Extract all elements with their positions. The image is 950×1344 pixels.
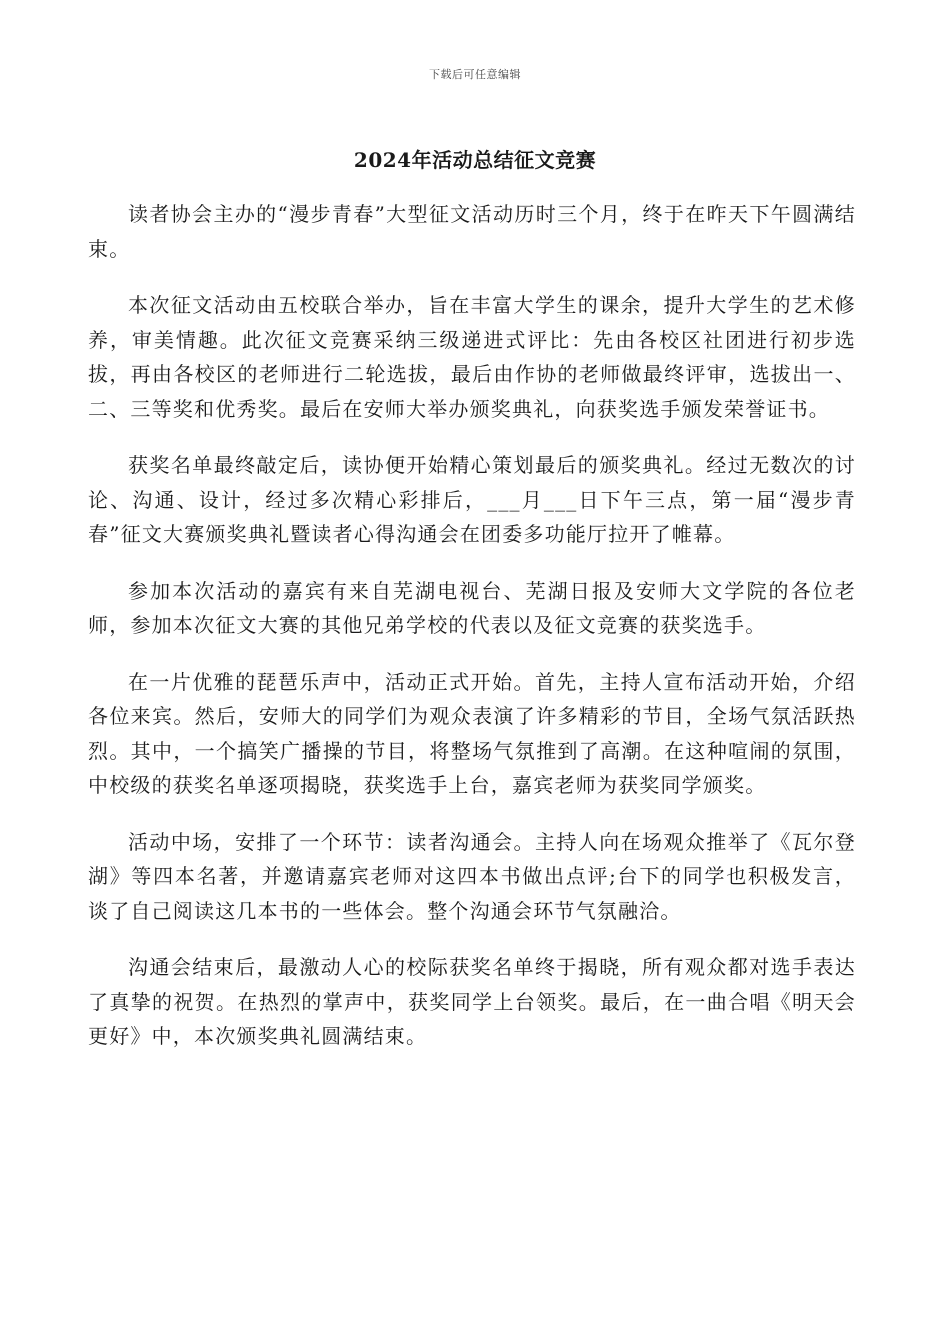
- paragraph-4: 参加本次活动的嘉宾有来自芜湖电视台、芜湖日报及安师大文学院的各位老师，参加本次征文大赛的其他兄弟学校的代表以及征文竞赛的获奖选手。: [88, 578, 856, 637]
- paragraph-7: 沟通会结束后，最激动人心的校际获奖名单终于揭晓，所有观众都对选手表达了真挚的祝贺。在热烈的掌声中，获奖同学上台领奖。最后，在一曲合唱《明天会更好》中，本次颁奖典礼圆满结束。: [88, 955, 856, 1048]
- paragraph-3: 获奖名单最终敲定后，读协便开始精心策划最后的颁奖典礼。经过无数次的讨论、沟通、设计，经过多次精心彩排后，___月___日下午三点，第一届“漫步青春”征文大赛颁奖典礼暨读者心得沟通会在团委多功能厅拉开了帷幕。: [88, 453, 856, 546]
- paragraph-1: 读者协会主办的“漫步青春”大型征文活动历时三个月，终于在昨天下午圆满结束。: [88, 202, 856, 261]
- paragraph-5: 在一片优雅的琵琶乐声中，活动正式开始。首先，主持人宣布活动开始，介绍各位来宾。然后，安师大的同学们为观众表演了许多精彩的节目，全场气氛活跃热烈。其中，一个搞笑广播操的节目，将整场气氛推到了高潮。在这种喧闹的氛围，中校级的获奖名单逐项揭晓，获奖选手上台，嘉宾老师为获奖同学颁奖。: [88, 669, 856, 797]
- paragraph-6: 活动中场，安排了一个环节：读者沟通会。主持人向在场观众推举了《瓦尔登湖》等四本名著，并邀请嘉宾老师对这四本书做出点评;台下的同学也积极发言，谈了自己阅读这几本书的一些体会。整个沟通会环节气氛融洽。: [88, 829, 856, 923]
- document-title: 2024年活动总结征文竞赛: [353, 148, 597, 172]
- document-body: [88, 197, 856, 1076]
- paragraph-2: 本次征文活动由五校联合举办，旨在丰富大学生的课余，提升大学生的艺术修养，审美情趣。此次征文竞赛采纳三级递进式评比：先由各校区社团进行初步选拔，再由各校区的老师进行二轮选拔，最后由作协的老师做最终评审，选拔出一、二、三等奖和优秀奖。最后在安师大举办颁奖典礼，向获奖选手颁发荣誉证书。: [88, 293, 856, 421]
- header-note: 下载后可任意编辑: [429, 68, 521, 81]
